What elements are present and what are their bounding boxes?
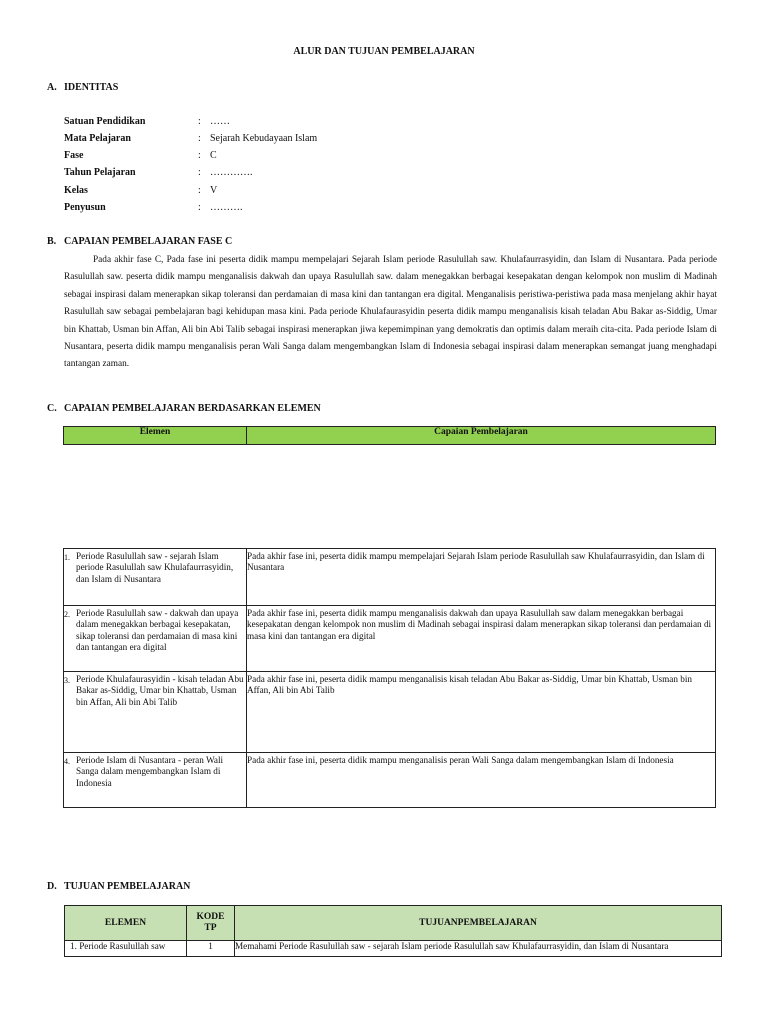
identity-value: ………. [210, 202, 243, 213]
table-row [65, 941, 722, 957]
capaian-column-header: Capaian Pembelajaran [247, 427, 716, 445]
identity-label: Fase [64, 150, 84, 161]
identity-label: Tahun Pelajaran [64, 167, 136, 178]
kode-tp-column-header [187, 906, 235, 941]
table-row [64, 672, 716, 753]
table-row [64, 606, 716, 672]
identity-colon: : [198, 167, 201, 178]
section-d-letter: D. [47, 881, 57, 892]
element-text: Periode Khulafaurasyidin - kisah teladan Abu Bakar as-Siddig, Umar bin Khattab, Usman bin Affan, Ali bin Abi Talib [76, 674, 244, 707]
table-row [64, 753, 716, 808]
section-a-title: IDENTITAS [64, 82, 119, 93]
element-cell [64, 753, 247, 808]
capaian-paragraph-text: Pada akhir fase C, Pada fase ini peserta didik mampu mempelajari Sejarah Islam periode Rasulullah saw. Khulafaurrasyidin, dan Islam di Nusantara. Pada periode Rasulullah saw. peserta didik mampu menganalisis dakwah dan upaya Rasulullah saw. dalam menegakkan berbagai kesepakatan dengan kelompok non muslim di Madinah sebagai inspirasi dalam menerapkan sikap toleransi dan perdamaian di masa kini dan tantangan era digital. Menganalisis peristiwa-peristiwa pada masa menjelang akhir hayat Rasulullah saw sebagai pembelajaran bagi kehidupan masa kini. Pada periode Khulafaurasyidin peserta didik mampu menganalisis kisah teladan Abu Bakar as-Siddig, Umar bin Khattab, Usman bin Affan, Ali bin Abi Talib sebagai inspirasi menerapkan jiwa kepemimpinan yang demokratis dan optimis dalam meraih cita-cita. Pada periode Islam di Nusantara, peserta didik mampu menganalisis peran Wali Sanga dalam mengembangkan Islam di Indonesia sebagai inspirasi dalam menerapkan semangat juang menghadapi tantangan zaman. [64, 255, 717, 370]
tp-header-line: TP [204, 923, 217, 933]
document-title: ALUR DAN TUJUAN PEMBELAJARAN [293, 46, 475, 57]
element-text: Periode Rasulullah saw - dakwah dan upaya dalam menegakkan berbagai kesepakatan, sikap toleransi dan perdamaian di masa kini dan tantangan era digital [76, 608, 239, 653]
capaian-paragraph [64, 252, 717, 374]
capaian-cell: Pada akhir fase ini, peserta didik mampu menganalisis kisah teladan Abu Bakar as-Siddig, Umar bin Khattab, Usman bin Affan, Ali bin Abi Talib [247, 672, 716, 753]
section-c-title: CAPAIAN PEMBELAJARAN BERDASARKAN ELEMEN [64, 403, 321, 414]
row-number: 1. [64, 553, 70, 562]
kode-cell: 1 [187, 941, 235, 957]
row-number: 4. [64, 757, 70, 766]
element-cell [64, 606, 247, 672]
element-cell [64, 672, 247, 753]
row-number: 2. [64, 610, 70, 619]
elemen-column-header: ELEMEN [65, 906, 187, 941]
identity-label: Kelas [64, 185, 88, 196]
section-c-letter: C. [47, 403, 57, 414]
tujuan-cell: Memahami Periode Rasulullah saw - sejarah Islam periode Rasulullah saw Khulafaurrasyidin, dan Islam di Nusantara [235, 941, 722, 957]
identity-value: …… [210, 116, 230, 127]
identity-label: Penyusun [64, 202, 106, 213]
element-text: Periode Rasulullah saw - sejarah Islam periode Rasulullah saw Khulafaurrasyidin, dan Islam di Nusantara [76, 551, 234, 584]
identity-value: V [210, 185, 218, 196]
identity-value: C [210, 150, 217, 161]
identity-label: Mata Pelajaran [64, 133, 131, 144]
row-number: 3. [64, 676, 70, 685]
element-header-table [63, 426, 716, 445]
identity-label: Satuan Pendidikan [64, 116, 146, 127]
identity-value: Sejarah Kebudayaan Islam [210, 133, 318, 144]
section-d-title: TUJUAN PEMBELAJARAN [64, 881, 191, 892]
capaian-cell: Pada akhir fase ini, peserta didik mampu menganalisis peran Wali Sanga dalam mengembangkan Islam di Indonesia [247, 753, 716, 808]
kode-header-line: KODE [196, 912, 225, 922]
section-b-letter: B. [47, 236, 57, 247]
identity-colon: : [198, 150, 201, 161]
capaian-cell: Pada akhir fase ini, peserta didik mampu mempelajari Sejarah Islam periode Rasulullah saw Khulafaurrasyidin, dan Islam di Nusantara [247, 549, 716, 606]
elemen-cell: 1. Periode Rasulullah saw [65, 941, 187, 957]
identity-colon: : [198, 133, 201, 144]
section-b-title: CAPAIAN PEMBELAJARAN FASE C [64, 236, 233, 247]
section-a-letter: A. [47, 82, 57, 93]
identity-colon: : [198, 202, 201, 213]
element-text: Periode Islam di Nusantara - peran Wali Sanga dalam mengembangkan Islam di Indonesia [76, 755, 224, 788]
element-column-header: Elemen [64, 427, 247, 445]
element-cell [64, 549, 247, 606]
table-row [64, 549, 716, 606]
identity-colon: : [198, 185, 201, 196]
element-table [63, 548, 716, 808]
identity-value: …………. [210, 167, 253, 178]
tujuan-column-header: TUJUANPEMBELAJARAN [235, 906, 722, 941]
tujuan-table [64, 905, 722, 957]
capaian-cell: Pada akhir fase ini, peserta didik mampu menganalisis dakwah dan upaya Rasulullah saw dalam menegakkan berbagai kesepakatan dengan kelompok non muslim di Madinah sebagai inspirasi dalam menerapkan sikap toleransi dan perdamaian di masa kini dan tantangan era digital [247, 606, 716, 672]
identity-colon: : [198, 116, 201, 127]
